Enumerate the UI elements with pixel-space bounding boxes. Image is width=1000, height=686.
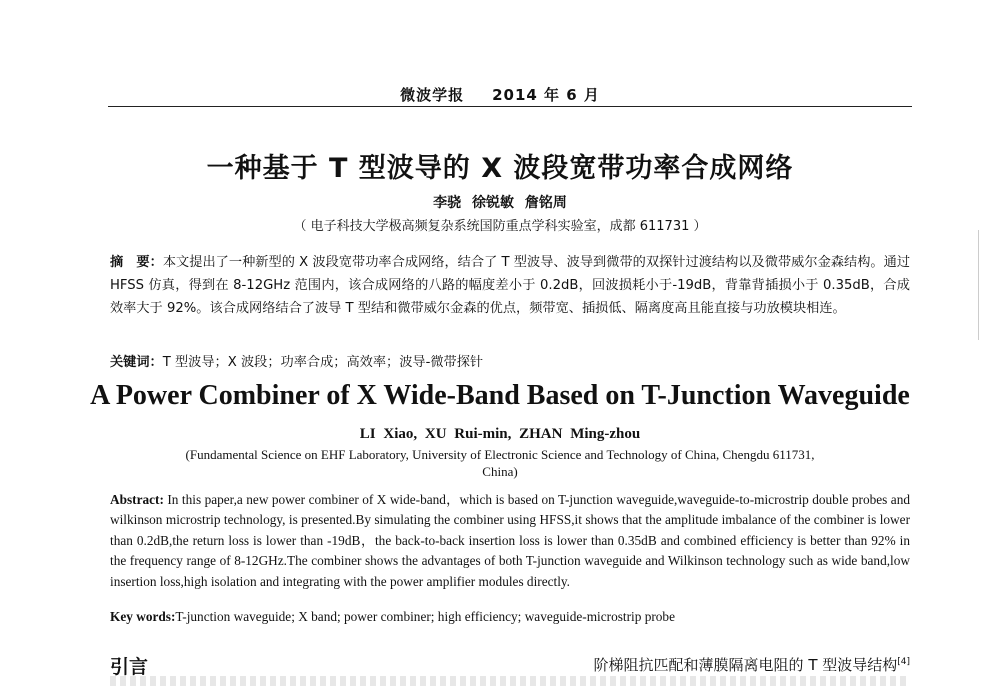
paper-title-en: A Power Combiner of X Wide-Band Based on T-Junction Waveguide xyxy=(90,380,910,411)
keywords-cn-text: T 型波导；X 波段；功率合成；高效率；波导-微带探针 xyxy=(162,355,484,370)
abstract-en-text: In this paper,a new power combiner of X wide-band，which is based on T-junction waveguide,waveguide-to-microstrip double probes and wilkinson microstrip technology, is presented.By simulating the combiner using HFSS,it shows that the amplitude imbalance of the combiner is lower than 0.2dB,the return loss is lower than -19dB，the back-to-back insertion loss is lower than 0.35dB and combined efficiency is better than 92% in the frequency range of 8-12GHz.The combiner shows the advantages of both T-junction waveguide and Wilkinson technology such as wide band,low insertion loss,high isolation and integrating with the power amplifier modules directly. xyxy=(110,492,910,589)
affiliation-cn: （ 电子科技大学极高频复杂系统国防重点学科实验室，成都 611731 ） xyxy=(293,219,707,234)
citation-ref: [4] xyxy=(897,657,910,667)
keywords-en xyxy=(110,609,910,625)
keywords-en-text: T-junction waveguide; X band; power combiner; high efficiency; waveguide-microstrip probe xyxy=(175,609,675,624)
keywords-cn-label: 关键词： xyxy=(110,355,163,370)
journal-name: 微波学报 xyxy=(400,86,465,104)
authors-en: LI Xiao, XU Rui-min, ZHAN Ming-zhou xyxy=(359,426,641,442)
abstract-en-label: Abstract: xyxy=(110,492,164,507)
truncated-text-line xyxy=(110,676,910,686)
introduction-heading: 引言 xyxy=(110,656,149,678)
keywords-en-label: Key words: xyxy=(110,609,176,624)
paper-title-cn: 一种基于 T 型波导的 X 波段宽带功率合成网络 xyxy=(206,153,794,184)
abstract-en xyxy=(110,490,910,592)
keywords-cn xyxy=(110,351,910,370)
issue-date: 2014 年 6 月 xyxy=(492,86,600,104)
abstract-cn-label: 摘 要： xyxy=(110,255,163,270)
running-header xyxy=(0,84,1000,105)
header-rule xyxy=(108,106,912,107)
intro-right-text: 阶梯阻抗匹配和薄膜隔离电阻的 T 型波导结构 xyxy=(593,656,898,674)
abstract-cn xyxy=(110,251,910,320)
affiliation-en: (Fundamental Science on EHF Laboratory, University of Electronic Science and Technology of China, Chengdu 611731, China) xyxy=(185,447,815,479)
introduction-right-column-text xyxy=(518,654,910,675)
authors-cn: 李骁 徐锐敏 詹铭周 xyxy=(433,195,567,211)
scan-artifact-line xyxy=(978,230,979,340)
abstract-cn-text: 本文提出了一种新型的 X 波段宽带功率合成网络，结合了 T 型波导、波导到微带的双探针过渡结构以及微带威尔金森结构。通过 HFSS 仿真，得到在 8-12GHz 范围内，该合成网络的八路的幅度差小于 0.2dB，回波损耗小于-19dB，背靠背插损小于 0.35dB，合成效率大于 92%。该合成网络结合了波导 T 型结和微带威尔金森的优点，频带宽、插损低、隔离度高且能直接与功放模块相连。 xyxy=(110,255,911,316)
